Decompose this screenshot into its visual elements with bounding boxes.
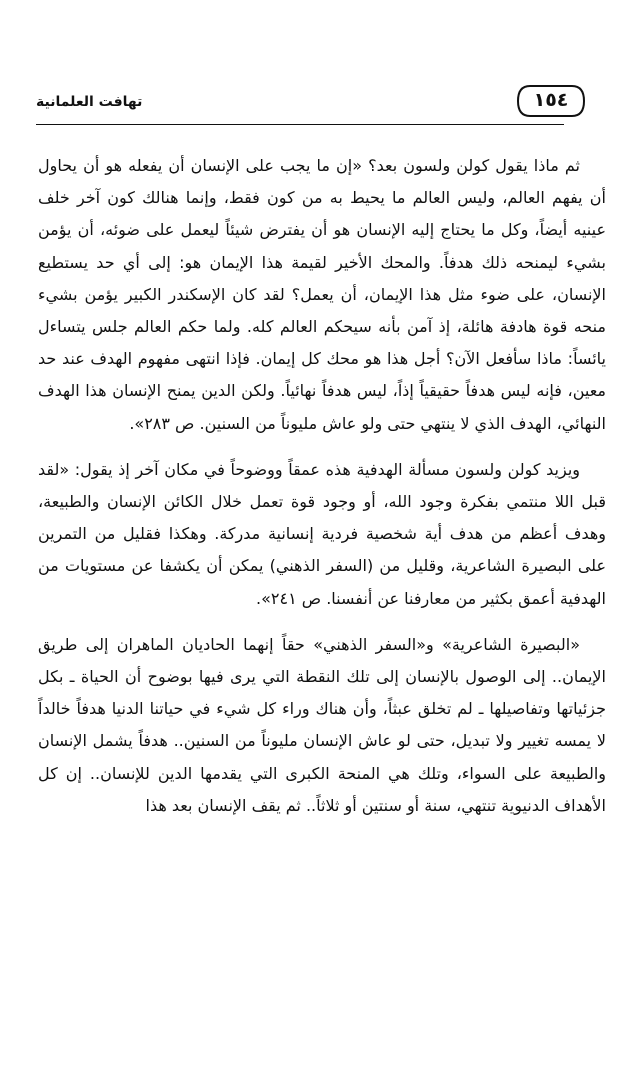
header-divider (36, 124, 564, 125)
paragraph: «البصيرة الشاعرية» و«السفر الذهني» حقاً إنهما الحاديان الماهران إلى طريق الإيمان.. إلى الوصول بالإنسان إلى تلك النقطة التي يرى فيها بوضوح أن الحياة ـ بكل جزئياتها وتفاصيلها ـ لم تخلق عبثاً، وأن هناك وراء كل شيء في حياتنا الدنيا هدفاً خالداً لا يمسه تغيير ولا تبديل، حتى لو عاش الإنسان مليوناً من السنين.. هدفاً يشمل الإنسان والطبيعة على السواء، وتلك هي المنحة الكبرى التي يقدمها الدين للإنسان.. إن كل الأهداف الدنيوية تنتهي، سنة أو سنتين أو ثلاثاً.. ثم يقف الإنسان بعد هذا (38, 634, 606, 815)
page-number-badge (516, 84, 586, 118)
running-head-title: تهافت العلمانية (36, 94, 143, 110)
paragraph: ويزيد كولن ولسون مسألة الهدفية هذه عمقاً ووضوحاً في مكان آخر إذ يقول: «لقد قبل اللا منتمي بفكرة وجود الله، أو وجود قوة تعمل خلال الكائن الإنسان والطبيعة، وهدف أعظم من هدف أية شخصية فردية إنسانية مدركة. وهكذا فقليل من التمرين على البصيرة الشاعرية، وقليل من (السفر الذهني) يمكن أن يكشفا عن مستويات من الهدفية أعمق بكثير من معارفنا عن أنفسنا. ص ٢٤١». (38, 459, 606, 608)
page-header (36, 80, 586, 126)
page-number: ١٥٤ (533, 89, 569, 111)
body-text (38, 150, 606, 822)
paragraph: ثم ماذا يقول كولن ولسون بعد؟ «إن ما يجب على الإنسان أن يفعله هو أن يحاول أن يفهم العالم، وليس العالم ما يحيط به من كون فقط، وإنما هنالك كون آخر خلف عينيه أيضاً، وكل ما يحتاج إليه الإنسان هو أن يفترض شيئاً ليعمل على ضوئه، أن يؤمن بشيء ليمنحه ذلك هدفاً. والمحك الأخير لقيمة هذا الإيمان هو: إلى أي حد يستطيع الإنسان، على ضوء مثل هذا الإيمان، أن يعمل؟ لقد كان الإسكندر الكبير يؤمن بشيء منحه قوة هادفة هائلة، إذ آمن بأنه سيحكم العالم كله. ولما حكم العالم جلس يتساءل يائساً: ماذا سأفعل الآن؟ أجل هذا هو محك كل إيمان. فإذا انتهى مفهوم الهدف عند حد معين، فإنه ليس هدفاً حقيقياً إذاً، ليس هدفاً نهائياً. ولكن الدين يمنح الإنسان هذا الهدف النهائي، الهدف الذي لا ينتهي حتى ولو عاش مليوناً من السنين. ص ٢٨٣». (38, 156, 606, 433)
